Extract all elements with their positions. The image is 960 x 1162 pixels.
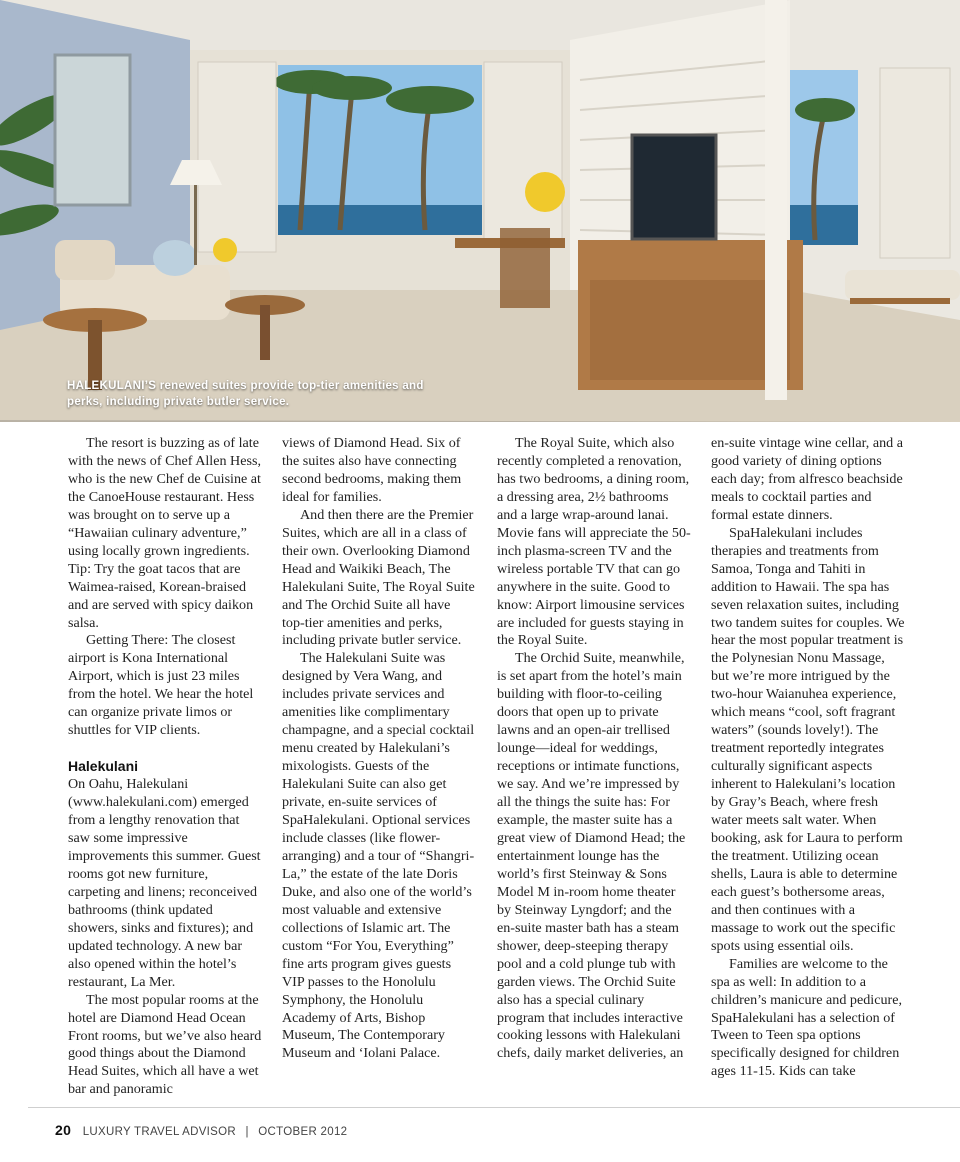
article-column-3 bbox=[497, 435, 691, 1063]
paragraph: The most popular rooms at the hotel are Diamond Head Ocean Front rooms, but we’ve also heard good things about the Diamond Head Suites, which all have a wet bar and panoramic bbox=[68, 991, 262, 1098]
paragraph: The Royal Suite, which also recently completed a renovation, has two bedrooms, a dining room, a dressing area, 2½ bathrooms and a large wrap-around lanai. Movie fans will appreciate the 50-inch plasma-screen TV and the wireless portable TV that can go anywhere in the suite. Good to know: Airport limousine services are included for guests staying in the Royal Suite. bbox=[497, 435, 691, 649]
paragraph: The Halekulani Suite was designed by Vera Wang, and includes private services and amenities like complimentary champagne, and a special cocktail menu created by Halekulani’s mixologists. Guests of the Halekulani Suite can also get private, en-suite services of SpaHalekulani. Optional services include classes (like flower-arranging) and a tour of “Shangri-La,” the estate of the late Doris Duke, and also one of the world’s most valuable and extensive collections of Islamic art. The custom “For You, Everything” fine arts program gives guests VIP passes to the Honolulu Symphony, the Honolulu Academy of Arts, Bishop Museum, The Contemporary Museum and ‘Iolani Palace. bbox=[282, 650, 475, 1062]
paragraph: Getting There: The closest airport is Kona International Airport, which is just 23 miles from the hotel. We hear the hotel can organize private limos or shuttles for VIP clients. bbox=[68, 632, 254, 739]
photo-caption: HALEKULANI’S renewed suites provide top-tier amenities and perks, including private butler service. bbox=[67, 380, 424, 408]
page-number: 20 bbox=[55, 1122, 72, 1138]
paragraph: views of Diamond Head. Six of the suites also have connecting second bedrooms, making them ideal for families. bbox=[282, 435, 462, 505]
article-column-2 bbox=[282, 435, 476, 1063]
section-heading: Halekulani bbox=[68, 758, 139, 775]
paragraph: The Orchid Suite, meanwhile, is set apart from the hotel’s main building with floor-to-ceiling doors that open up to private lawns and an open-air trellised lounge—ideal for weddings, receptions or intimate functions, we say. And we’re impressed by all the things the suite has: For example, the master suite has a great view of Diamond Head; the entertainment lounge has the world’s first Steinway & Sons Model M in-room home theater by Steinway Lyngdorf; and the en-suite master bath has a steam shower, deep-steeping therapy pool and a cold plunge tub with garden views. The Orchid Suite also has a special culinary program that includes interactive cooking lessons with Halekulani chefs, daily market deliveries, an bbox=[497, 650, 686, 1062]
publication-name: LUXURY TRAVEL ADVISOR bbox=[82, 1126, 236, 1138]
paragraph: On Oahu, Halekulani (www.halekulani.com) emerged from a lengthy renovation that saw some impressive improvements this summer. Guest rooms got new furniture, carpeting and linens; reconceived bathrooms (think updated showers, sinks and fixtures); and updated technology. A new bar also opened within the hotel’s restaurant, La Mer. bbox=[68, 776, 261, 990]
article-column-1 bbox=[68, 435, 262, 1099]
paragraph: SpaHalekulani includes therapies and treatments from Samoa, Tonga and Tahiti in addition to Hawaii. The spa has seven relaxation suites, including two tandem suites for couples. We hear the most popular treatment is the Polynesian Nonu Massage, but we’re more intrigued by the two-hour Waianuhea experience, which means “cool, soft fragrant waters” (sounds lovely!). The treatment reportedly integrates culturally significant aspects inherent to Halekulani’s location by Gray’s Beach, where fresh water meets salt water. When booking, ask for Laura to perform the treatment. Utilizing ocean shells, Laura is able to determine each guest’s bothersome areas, and then continues with a massage to work out the specific spots using essential oils. bbox=[711, 524, 905, 954]
suite-photo bbox=[0, 0, 960, 422]
paragraph: And then there are the Premier Suites, which are all in a class of their own. Overlooking Diamond Head and Waikiki Beach, The Halekulani Suite, The Royal Suite and The Orchid Suite all have top-tier amenities and perks, including private butler service. bbox=[282, 506, 475, 649]
page-footer bbox=[55, 1122, 347, 1138]
issue-date: OCTOBER 2012 bbox=[258, 1126, 348, 1138]
article-column-4 bbox=[711, 435, 905, 1081]
paragraph: en-suite vintage wine cellar, and a good variety of dining options each day; from alfresco beachside meals to cocktail parties and formal estate dinners. bbox=[711, 435, 903, 523]
footer-divider bbox=[28, 1107, 960, 1108]
footer-separator: | bbox=[245, 1126, 249, 1138]
paragraph: Families are welcome to the spa as well: In addition to a children’s manicure and pedicure, SpaHalekulani has a selection of Tween to Teen spa options specifically designed for children ages 11-15. Kids can take bbox=[711, 955, 902, 1080]
suite-photo-illustration bbox=[0, 0, 960, 422]
paragraph: The resort is buzzing as of late with the news of Chef Allen Hess, who is the new Chef de Cuisine at the CanoeHouse restaurant. Hess was brought on to serve up a “Hawaiian culinary adventure,” using locally grown ingredients. Tip: Try the goat tacos that are Waimea-raised, Korean-braised and are served with spicy daikon salsa. bbox=[68, 435, 261, 631]
